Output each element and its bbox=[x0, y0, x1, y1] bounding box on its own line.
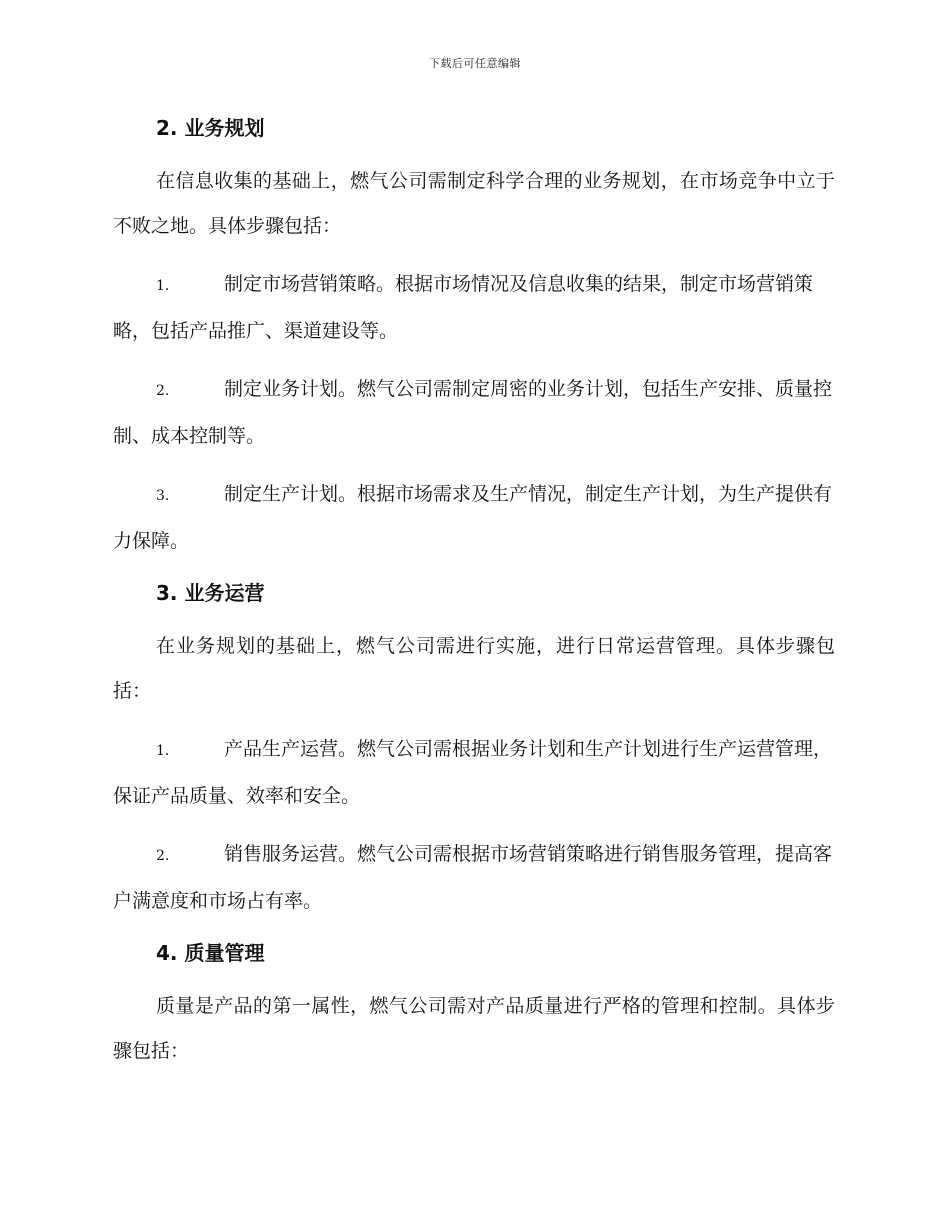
section-heading-3: 3. 业务运营 bbox=[156, 581, 265, 605]
list-item-text: 制定市场营销策略。根据市场情况及信息收集的结果，制定市场营销策略，包括产品推广、渠道建设等。 bbox=[113, 273, 814, 342]
list-item bbox=[113, 367, 835, 459]
list-item-number: 3. bbox=[156, 488, 170, 504]
section-heading-2: 2. 业务规划 bbox=[156, 116, 265, 140]
section-4-intro: 质量是产品的第一属性，燃气公司需对产品质量进行严格的管理和控制。具体步骤包括： bbox=[113, 995, 835, 1062]
list-item-text: 制定生产计划。根据市场需求及生产情况，制定生产计划，为生产提供有力保障。 bbox=[113, 483, 833, 552]
list-item bbox=[113, 727, 835, 819]
document-body bbox=[113, 112, 835, 1074]
section-3-intro: 在业务规划的基础上，燃气公司需进行实施，进行日常运营管理。具体步骤包括： bbox=[113, 635, 835, 702]
page-header: 下载后可任意编辑 bbox=[429, 57, 521, 70]
section-2-intro: 在信息收集的基础上，燃气公司需制定科学合理的业务规划，在市场竞争中立于不败之地。具体步骤包括： bbox=[113, 170, 835, 237]
list-item-text: 销售服务运营。燃气公司需根据市场营销策略进行销售服务管理，提高客户满意度和市场占有率。 bbox=[113, 843, 833, 912]
list-item-number: 2. bbox=[156, 848, 170, 864]
list-item-number: 1. bbox=[156, 743, 170, 759]
list-item bbox=[113, 832, 835, 924]
list-item-number: 1. bbox=[156, 278, 170, 294]
list-item-text: 制定业务计划。燃气公司需制定周密的业务计划，包括生产安排、质量控制、成本控制等。 bbox=[113, 378, 833, 447]
section-heading-4: 4. 质量管理 bbox=[156, 941, 265, 965]
list-item-text: 产品生产运营。燃气公司需根据业务计划和生产计划进行生产运营管理，保证产品质量、效率和安全。 bbox=[113, 738, 833, 807]
list-item bbox=[113, 472, 835, 564]
list-item-number: 2. bbox=[156, 383, 170, 399]
list-item bbox=[113, 262, 835, 354]
